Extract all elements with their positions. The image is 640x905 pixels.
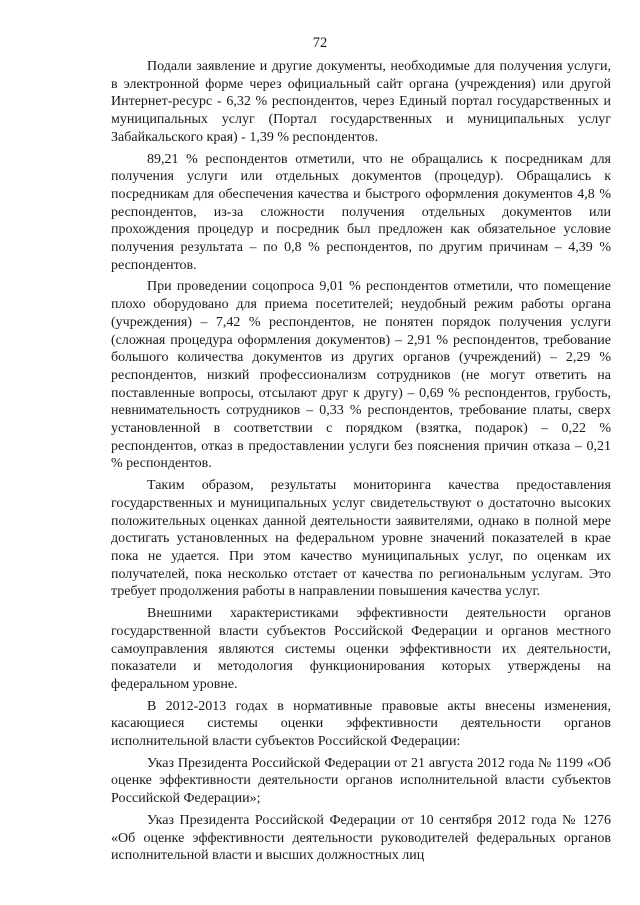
paragraph-intermediaries: 89,21 % респондентов отметили, что не обращались к посредникам для получения услуги или отдельных документов (процедур). Обращались к посредникам для обеспечения качества и быстрого оформления документов 4,8 % респондентов, из-за сложности получения отдельных документов или прохождения процедур и посредник был предложен как обязательное условие получения результата – по 0,8 % респондентов, по другим причинам – 4,39 % респондентов. [111, 151, 611, 273]
paragraph-decree-1276: Указ Президента Российской Федерации от 10 сентября 2012 года № 1276 «Об оценке эффективности деятельности руководителей федеральных органов исполнительной власти и высших должностных лиц [111, 812, 611, 864]
paragraph-external-characteristics: Внешними характеристиками эффективности деятельности органов государственной власти субъектов Российской Федерации и органов местного самоуправления являются системы оценки эффективности их деятельности, показатели и методология функционирования которых утверждены на федеральном уровне. [111, 606, 611, 692]
paragraph-decree-1199: Указ Президента Российской Федерации от 21 августа 2012 года № 1199 «Об оценке эффективности деятельности органов исполнительной власти субъектов Российской Федерации»; [111, 755, 611, 807]
paragraph-electronic-submission: Подали заявление и другие документы, необходимые для получения услуги, в электронной форме через официальный сайт органа (учреждения) или другой Интернет-ресурс - 6,32 % респондентов, через Единый портал государственных и муниципальных услуг (Портал государственных и муниципальных услуг Забайкальского края) - 1,39 % респондентов. [111, 59, 611, 145]
document-body [111, 58, 611, 869]
paragraph-monitoring-results: Таким образом, результаты мониторинга качества предоставления государственных и муниципальных услуг свидетельствуют о достаточно высоких положительных оценках данной деятельности заявителями, однако в полной мере достигать установленных на федеральном уровне значений показателей в крае пока не удается. При этом качество муниципальных услуг, по оценкам их получателей, пока несколько отстает от качества по региональным услугам. Это требует продолжения работы в направлении повышения качества услуг. [111, 478, 611, 600]
page-number: 72 [312, 35, 328, 51]
paragraph-legal-changes: В 2012-2013 годах в нормативные правовые акты внесены изменения, касающиеся системы оценки эффективности деятельности органов исполнительной власти субъектов Российской Федерации: [111, 698, 611, 750]
paragraph-survey-complaints: При проведении соцопроса 9,01 % респондентов отметили, что помещение плохо оборудовано для приема посетителей; неудобный режим работы органа (учреждения) – 7,42 % респондентов, не понятен порядок получения услуги (сложная процедура оформления документов) – 2,91 % респондентов, требование большого количества документов из других органов (учреждений) – 2,29 % респондентов, низкий профессионализм сотрудников (не могут ответить на поставленные вопросы, отсылают друг к другу) – 0,69 % респондентов, грубость, невнимательность сотрудников – 0,33 % респондентов, требование платы, сверх установленной в соответствии с порядком (взятка, подарок) – 0,22 % респондентов, отказ в предоставлении услуги без пояснения причин отказа – 0,21 % респондентов. [111, 279, 611, 472]
